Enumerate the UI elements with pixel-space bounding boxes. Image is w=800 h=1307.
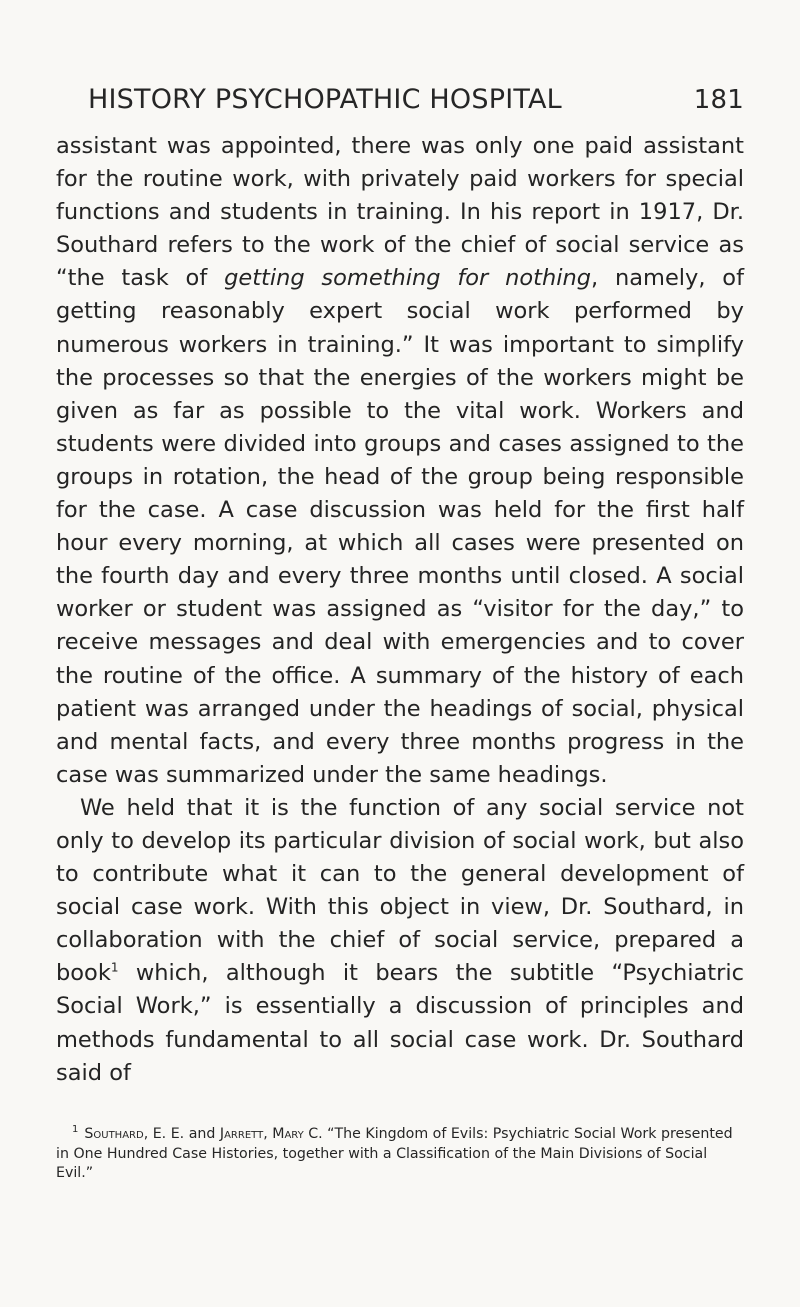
paragraph-1 bbox=[56, 130, 744, 792]
running-header bbox=[88, 84, 744, 115]
footnote-reference: 1 bbox=[110, 960, 119, 975]
para1-text-b: , namely, of getting reasonably expert social work performed by numerous workers in training.” It was important to simplify the processes so that the energies of the workers might be given as far as possible to the vital work. Workers and students were divided into groups and cases assigned to the groups in rotation, the head of the group being responsible for the case. A case discussion was held for the first half hour every morning, at which all cases were presented on the fourth day and every three months until closed. A social worker or student was assigned as “visitor for the day,” to receive messages and deal with emergencies and to cover the routine of the office. A summary of the history of each patient was arranged under the headings of social, physical and mental facts, and every three months progress in the case was summarized under the same headings. bbox=[56, 265, 744, 788]
footnote bbox=[56, 1125, 744, 1184]
para1-italic-phrase: getting something for nothing bbox=[224, 265, 592, 292]
footnote-sep-2: , bbox=[263, 1126, 273, 1142]
book-page bbox=[56, 0, 744, 1307]
footnote-number: 1 bbox=[72, 1124, 79, 1136]
footnote-citation: C. “The Kingdom of Evils: Psychiatric Social Work presented in One Hundred Case Histories, together with a Classification of the Main Divisions of Social Evil.” bbox=[56, 1126, 733, 1181]
footnote-author-1: Southard bbox=[84, 1126, 144, 1142]
running-title: HISTORY PSYCHOPATHIC HOSPITAL bbox=[88, 84, 562, 115]
page-number: 181 bbox=[693, 85, 744, 115]
footnote-author-2-given: Mary bbox=[272, 1126, 304, 1142]
para2-text-a: We held that it is the function of any social service not only to develop its particular division of social work, but also to contribute what it can to the general development of social case work. With this object in view, Dr. Southard, in collaboration with the chief of social service, prepared a book bbox=[56, 794, 744, 987]
footnote-sep-1: , E. E. and bbox=[143, 1126, 220, 1142]
para1-text-a: assistant was appointed, there was only one paid assistant for the routine work, with privately paid workers for special functions and students in training. In his report in 1917, Dr. Southard refers to the work of the chief of social service as “the task of bbox=[56, 133, 744, 292]
body-text bbox=[56, 130, 744, 1090]
para2-text-b: which, although it bears the subtitle “Psychiatric Social Work,” is essentially a discussion of principles and methods fundamental to all social case work. Dr. Southard said of bbox=[56, 960, 744, 1086]
footnote-author-2: Jarrett bbox=[219, 1126, 264, 1142]
paragraph-2 bbox=[56, 792, 744, 1090]
